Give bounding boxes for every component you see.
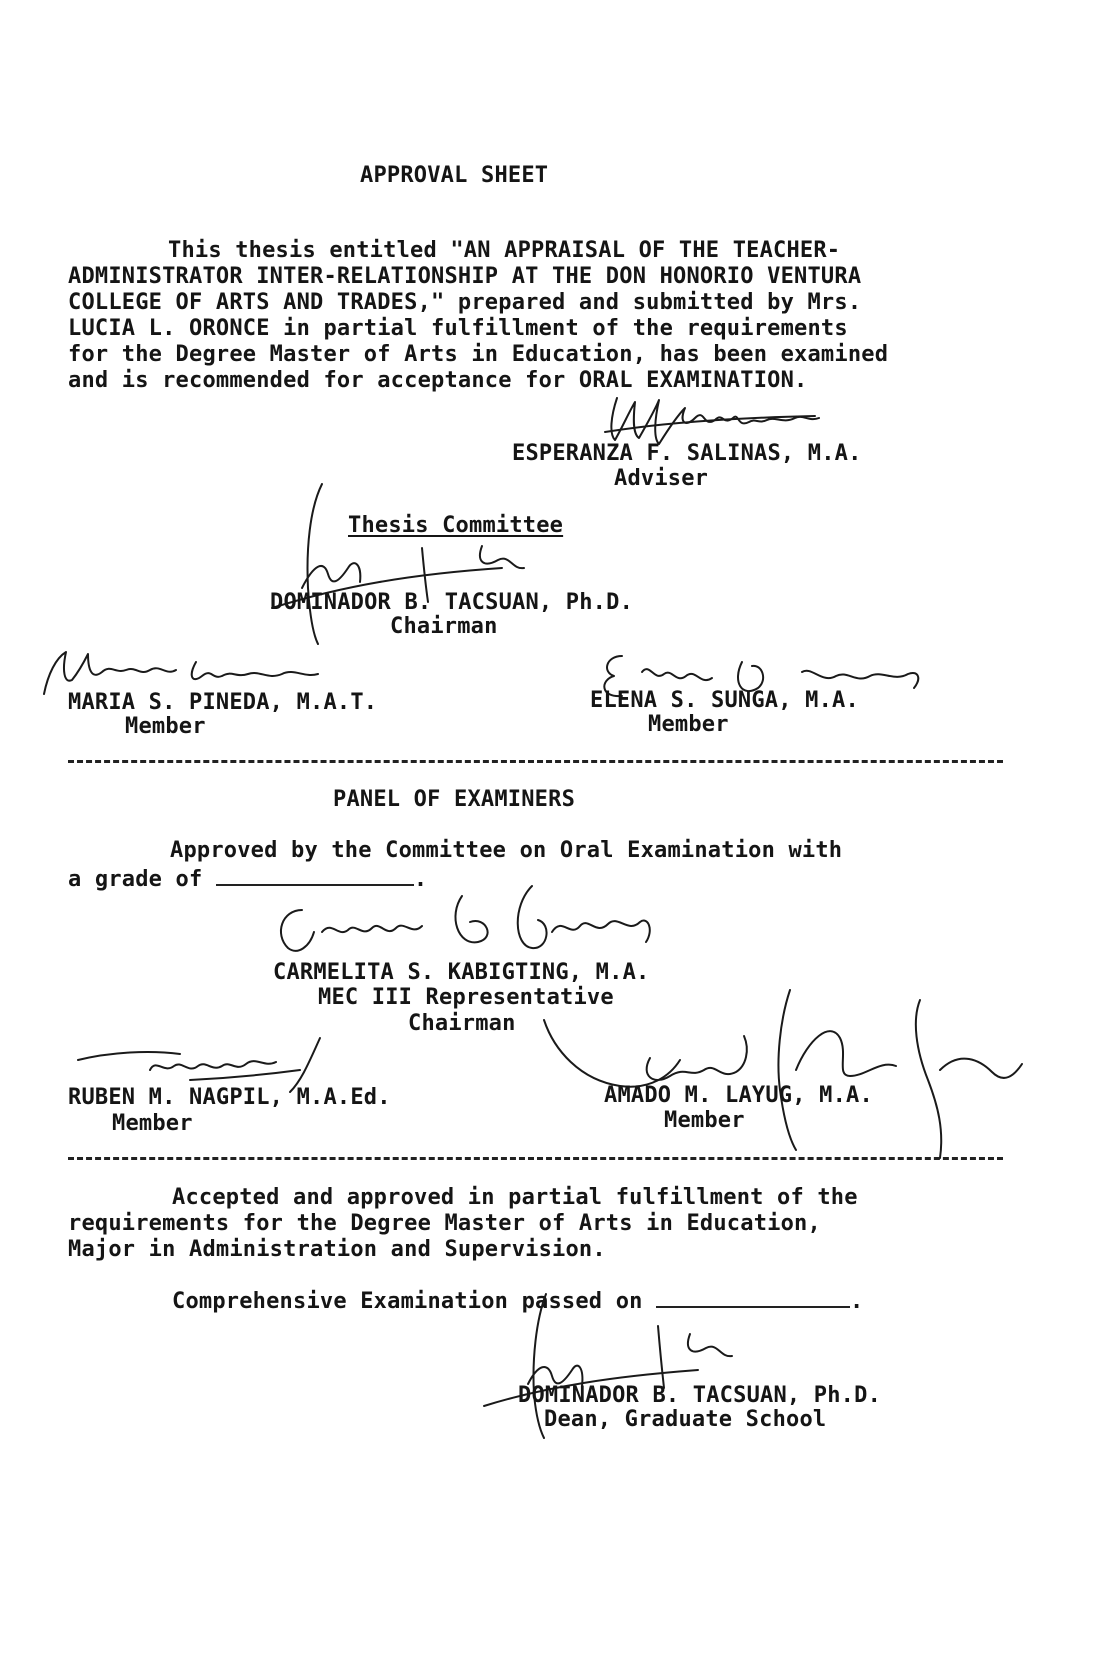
panel-approved-line-2: a grade of . bbox=[68, 864, 427, 893]
committee-heading: Thesis Committee bbox=[348, 513, 564, 538]
member-pineda-role: Member bbox=[125, 714, 206, 739]
intro-line-2: ADMINISTRATOR INTER-RELATIONSHIP AT THE DON HONORIO VENTURA bbox=[68, 264, 862, 289]
committee-chairman-role: Chairman bbox=[390, 614, 498, 639]
member-sunga-role: Member bbox=[648, 712, 729, 737]
panel-chairman-role-1: MEC III Representative bbox=[318, 985, 614, 1010]
acceptance-line-1: Accepted and approved in partial fulfillment of the bbox=[172, 1185, 858, 1210]
committee-chairman-name: DOMINADOR B. TACSUAN, Ph.D. bbox=[270, 590, 634, 615]
adviser-role: Adviser bbox=[614, 466, 709, 491]
intro-line-6: and is recommended for acceptance for ORAL EXAMINATION. bbox=[68, 368, 808, 393]
panel-approved-line-1: Approved by the Committee on Oral Examination with bbox=[170, 838, 843, 863]
acceptance-line-3: Major in Administration and Supervision. bbox=[68, 1237, 606, 1262]
comprehensive-line: Comprehensive Examination passed on . bbox=[172, 1286, 864, 1315]
member-layug-name: AMADO M. LAYUG, M.A. bbox=[604, 1083, 873, 1108]
member-pineda-name: MARIA S. PINEDA, M.A.T. bbox=[68, 690, 378, 715]
section-divider-1 bbox=[68, 760, 1003, 763]
section-divider-2 bbox=[68, 1157, 1003, 1160]
comprehensive-label: Comprehensive Examination passed on bbox=[172, 1289, 643, 1314]
adviser-name: ESPERANZA F. SALINAS, M.A. bbox=[512, 441, 862, 466]
intro-line-1: This thesis entitled "AN APPRAISAL OF THE TEACHER- bbox=[168, 238, 841, 263]
member-nagpil-name: RUBEN M. NAGPIL, M.A.Ed. bbox=[68, 1085, 391, 1110]
page-title: APPROVAL SHEET bbox=[360, 163, 549, 188]
member-nagpil-role: Member bbox=[112, 1111, 193, 1136]
panel-heading: PANEL OF EXAMINERS bbox=[333, 787, 576, 812]
acceptance-line-2: requirements for the Degree Master of Arts in Education, bbox=[68, 1211, 821, 1236]
panel-chairman-role-2: Chairman bbox=[408, 1011, 516, 1036]
member-sunga-name: ELENA S. SUNGA, M.A. bbox=[590, 688, 859, 713]
intro-line-5: for the Degree Master of Arts in Education, has been examined bbox=[68, 342, 889, 367]
member-layug-signature bbox=[540, 980, 1030, 1170]
member-layug-role: Member bbox=[664, 1108, 745, 1133]
dean-name: DOMINADOR B. TACSUAN, Ph.D. bbox=[518, 1383, 882, 1408]
panel-chairman-name: CARMELITA S. KABIGTING, M.A. bbox=[273, 960, 650, 985]
intro-line-3: COLLEGE OF ARTS AND TRADES," prepared and submitted by Mrs. bbox=[68, 290, 862, 315]
grade-label: a grade of bbox=[68, 867, 203, 892]
dean-role: Dean, Graduate School bbox=[544, 1407, 827, 1432]
intro-line-4: LUCIA L. ORONCE in partial fulfillment of the requirements bbox=[68, 316, 848, 341]
